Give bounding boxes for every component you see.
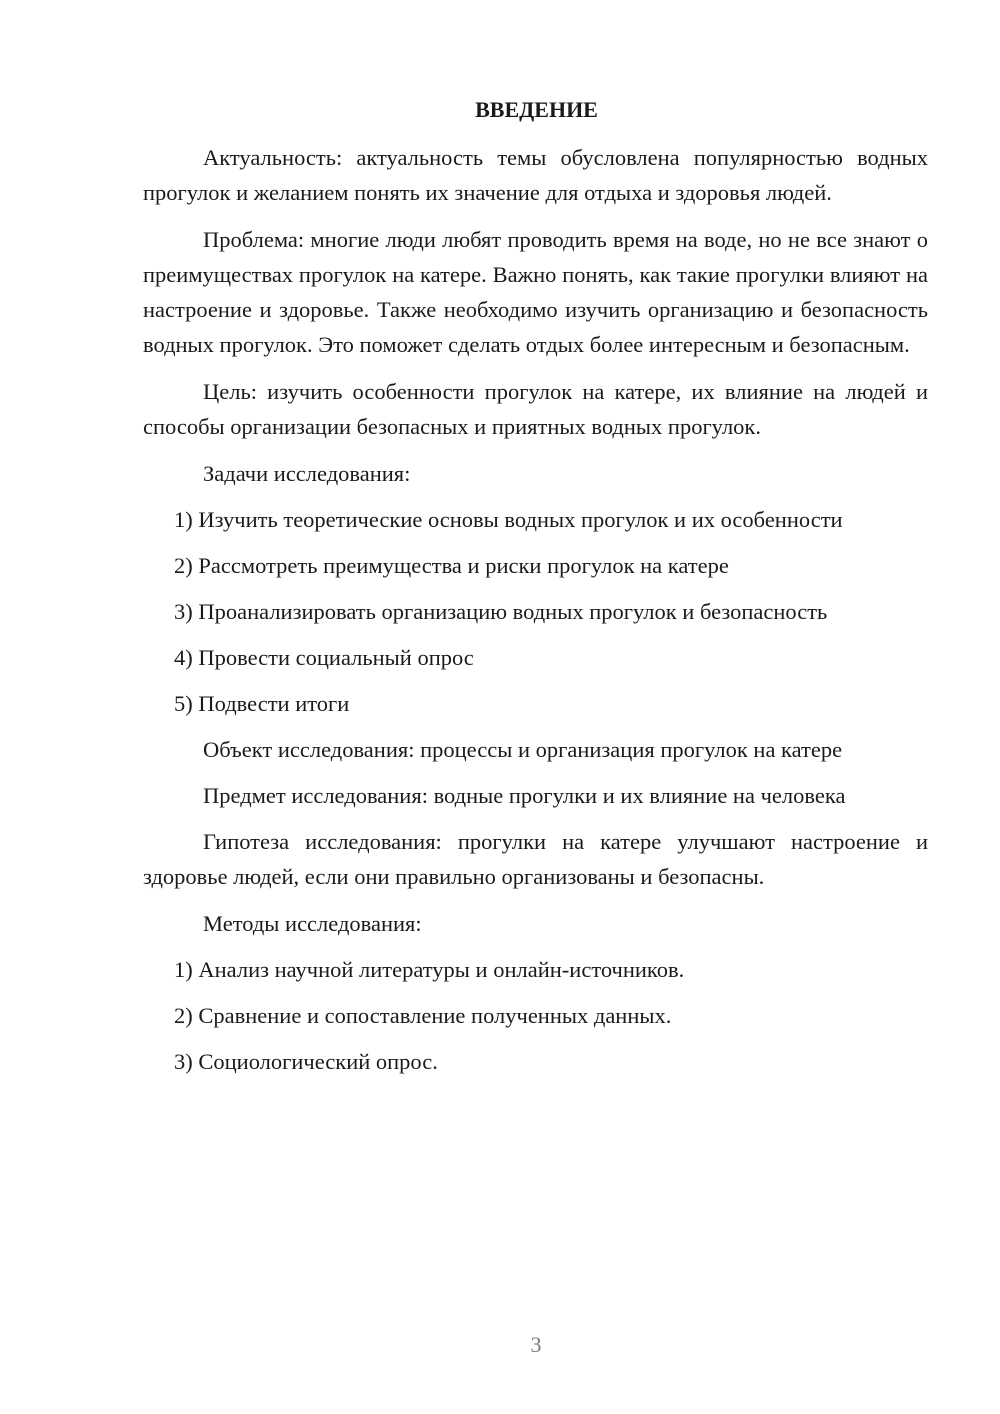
page-title: ВВЕДЕНИЕ	[475, 97, 598, 122]
document-page	[143, 95, 928, 1090]
task-item: 3) Проанализировать организацию водных прогулок и безопасность	[174, 599, 828, 624]
page-number: 3	[530, 1332, 542, 1357]
hypothesis-paragraph: Гипотеза исследования: прогулки на катере улучшают настроение и здоровье людей, если они правильно организованы и безопасны.	[143, 829, 928, 889]
relevance-paragraph: Актуальность: актуальность темы обусловлена популярностью водных прогулок и желанием понять их значение для отдыха и здоровья людей.	[143, 145, 928, 205]
subject-line: Предмет исследования: водные прогулки и их влияние на человека	[203, 783, 846, 808]
tasks-heading: Задачи исследования:	[203, 461, 411, 486]
task-item: 2) Рассмотреть преимущества и риски прогулок на катере	[174, 553, 729, 578]
method-item: 1) Анализ научной литературы и онлайн-источников.	[174, 957, 685, 982]
methods-heading: Методы исследования:	[203, 911, 422, 936]
goal-paragraph: Цель: изучить особенности прогулок на катере, их влияние на людей и способы организации безопасных и приятных водных прогулок.	[143, 379, 928, 439]
problem-paragraph: Проблема: многие люди любят проводить время на воде, но не все знают о преимуществах прогулок на катере. Важно понять, как такие прогулки влияют на настроение и здоровье. Также необходимо изучить организацию и безопасность водных прогулок. Это поможет сделать отдых более интересным и безопасным.	[143, 227, 928, 357]
task-item: 4) Провести социальный опрос	[174, 645, 474, 670]
task-item: 1) Изучить теоретические основы водных прогулок и их особенности	[174, 507, 843, 532]
object-line: Объект исследования: процессы и организация прогулок на катере	[203, 737, 843, 762]
method-item: 2) Сравнение и сопоставление полученных данных.	[174, 1003, 672, 1028]
method-item: 3) Социологический опрос.	[174, 1049, 438, 1074]
task-item: 5) Подвести итоги	[174, 691, 350, 716]
